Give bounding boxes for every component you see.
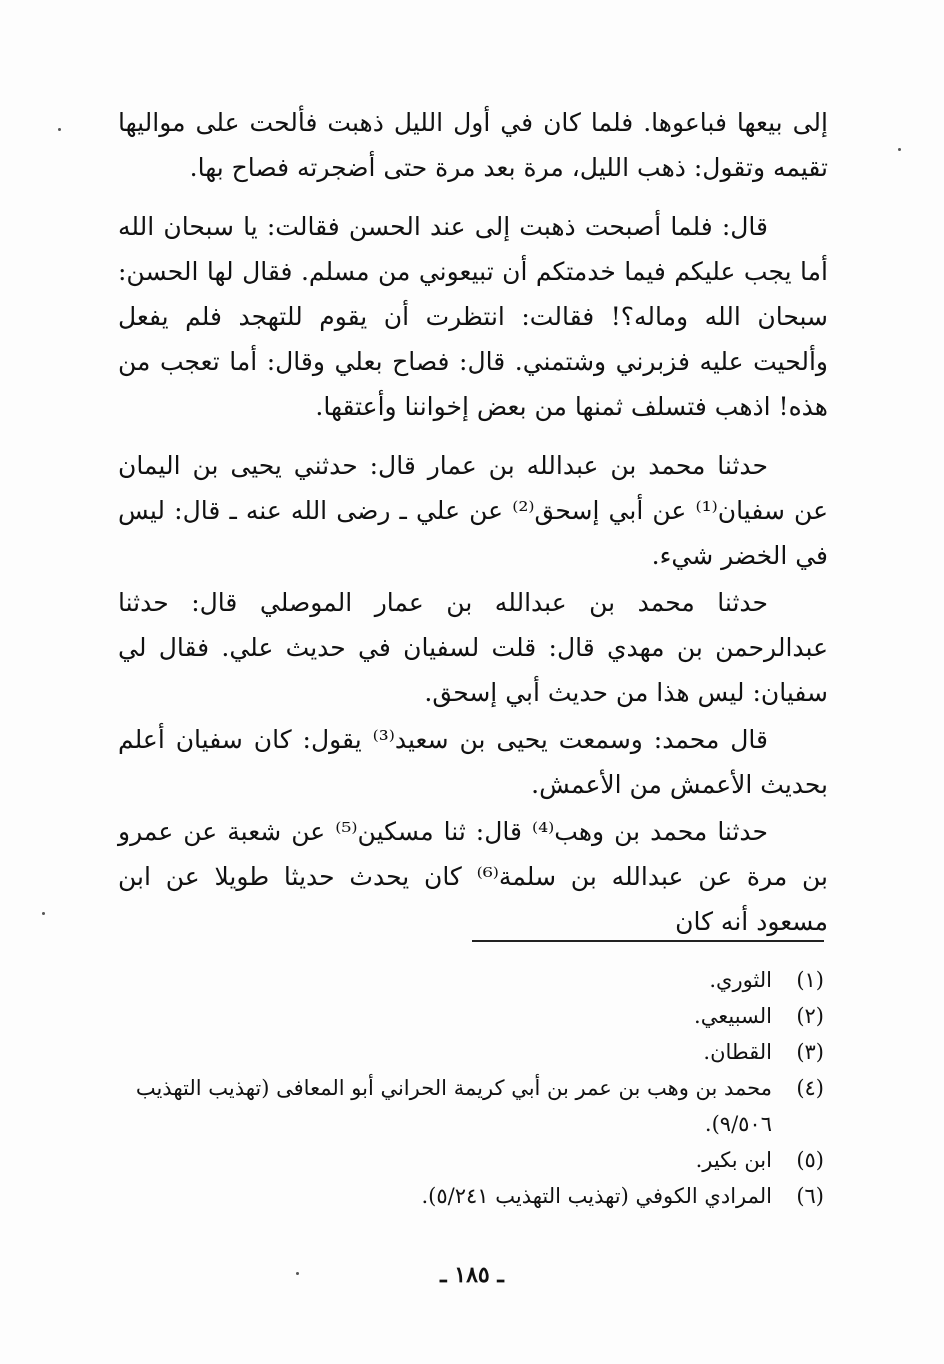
- footnote-text: محمد بن وهب بن عمر بن أبي كريمة الحراني أبو المعافى (تهذيب التهذيب ٩/٥٠٦).: [135, 1076, 772, 1136]
- scan-speck: [898, 148, 901, 151]
- footnote-number: (٤): [796, 1076, 824, 1100]
- page-number: ـ ١٨٥ ـ: [440, 1262, 504, 1288]
- main-text: [118, 100, 828, 944]
- footnote-text: ابن بكير.: [695, 1148, 772, 1172]
- footnote-text: القطان.: [703, 1040, 772, 1064]
- footnote-number: (١): [796, 968, 824, 992]
- footnote-item: [118, 962, 824, 998]
- paragraph-5: قال محمد: وسمعت يحيى بن سعيد⁽³⁾ يقول: كان سفيان أعلم بحديث الأعمش من الأعمش.: [118, 725, 828, 799]
- footnote-number: (٢): [796, 1004, 824, 1028]
- paragraph-6: حدثنا محمد بن وهب⁽⁴⁾ قال: ثنا مسكين⁽⁵⁾ عن شعبة عن عمرو بن مرة عن عبدالله بن سلمة⁽⁶⁾ كان يحدث حديثا طويلا عن ابن مسعود أنه كان: [118, 817, 828, 936]
- footnote-text: السبيعي.: [694, 1004, 772, 1028]
- paragraph-4: حدثنا محمد بن عبدالله بن عمار الموصلي قال: حدثنا عبدالرحمن بن مهدي قال: قلت لسفيان في حديث علي. فقال لي سفيان: ليس هذا من حديث أبي إسحق.: [118, 588, 828, 707]
- paragraph-1: إلى بيعها فباعوها. فلما كان في أول الليل ذهبت فألحت على مواليها تقيمه وتقول: ذهب الليل، مرة بعد مرة حتى أضجرته فصاح بها.: [118, 108, 828, 182]
- scan-speck: [42, 912, 45, 915]
- scan-speck: [58, 128, 61, 131]
- footnote-item: [118, 1178, 824, 1214]
- footnote-item: [118, 1034, 824, 1070]
- paragraph-3: حدثنا محمد بن عبدالله بن عمار قال: حدثني يحيى بن اليمان عن سفيان⁽¹⁾ عن أبي إسحق⁽²⁾ عن علي ـ رضى الله عنه ـ قال: ليس في الخضر شيء.: [118, 451, 828, 570]
- footnote-number: (٥): [796, 1148, 824, 1172]
- footnote-number: (٦): [796, 1184, 824, 1208]
- footnote-number: (٣): [796, 1040, 824, 1064]
- footnote-text: المرادي الكوفي (تهذيب التهذيب ٥/٢٤١).: [421, 1184, 772, 1208]
- footnote-item: [118, 998, 824, 1034]
- paragraph-2: قال: فلما أصبحت ذهبت إلى عند الحسن فقالت: يا سبحان الله أما يجب عليكم فيما خدمتكم أن تبيعوني من مسلم. فقال لها الحسن: سبحان الله وماله؟! فقالت: انتظرت أن يقوم للتهجد فلم يفعل وألحيت عليه فزبرني وشتمني. قال: فصاح بعلي وقال: أما تعجب من هذه! اذهب فتسلف ثمنها من بعض إخواننا وأعتقها.: [118, 212, 828, 421]
- footnotes: [118, 962, 824, 1214]
- paragraph-spacer: [118, 190, 828, 204]
- paragraph-spacer: [118, 429, 828, 443]
- footnote-separator: [472, 940, 824, 942]
- footnote-text: الثوري.: [709, 968, 772, 992]
- scan-speck: [296, 1272, 299, 1275]
- footnote-item: [118, 1142, 824, 1178]
- footnote-item: [118, 1070, 824, 1142]
